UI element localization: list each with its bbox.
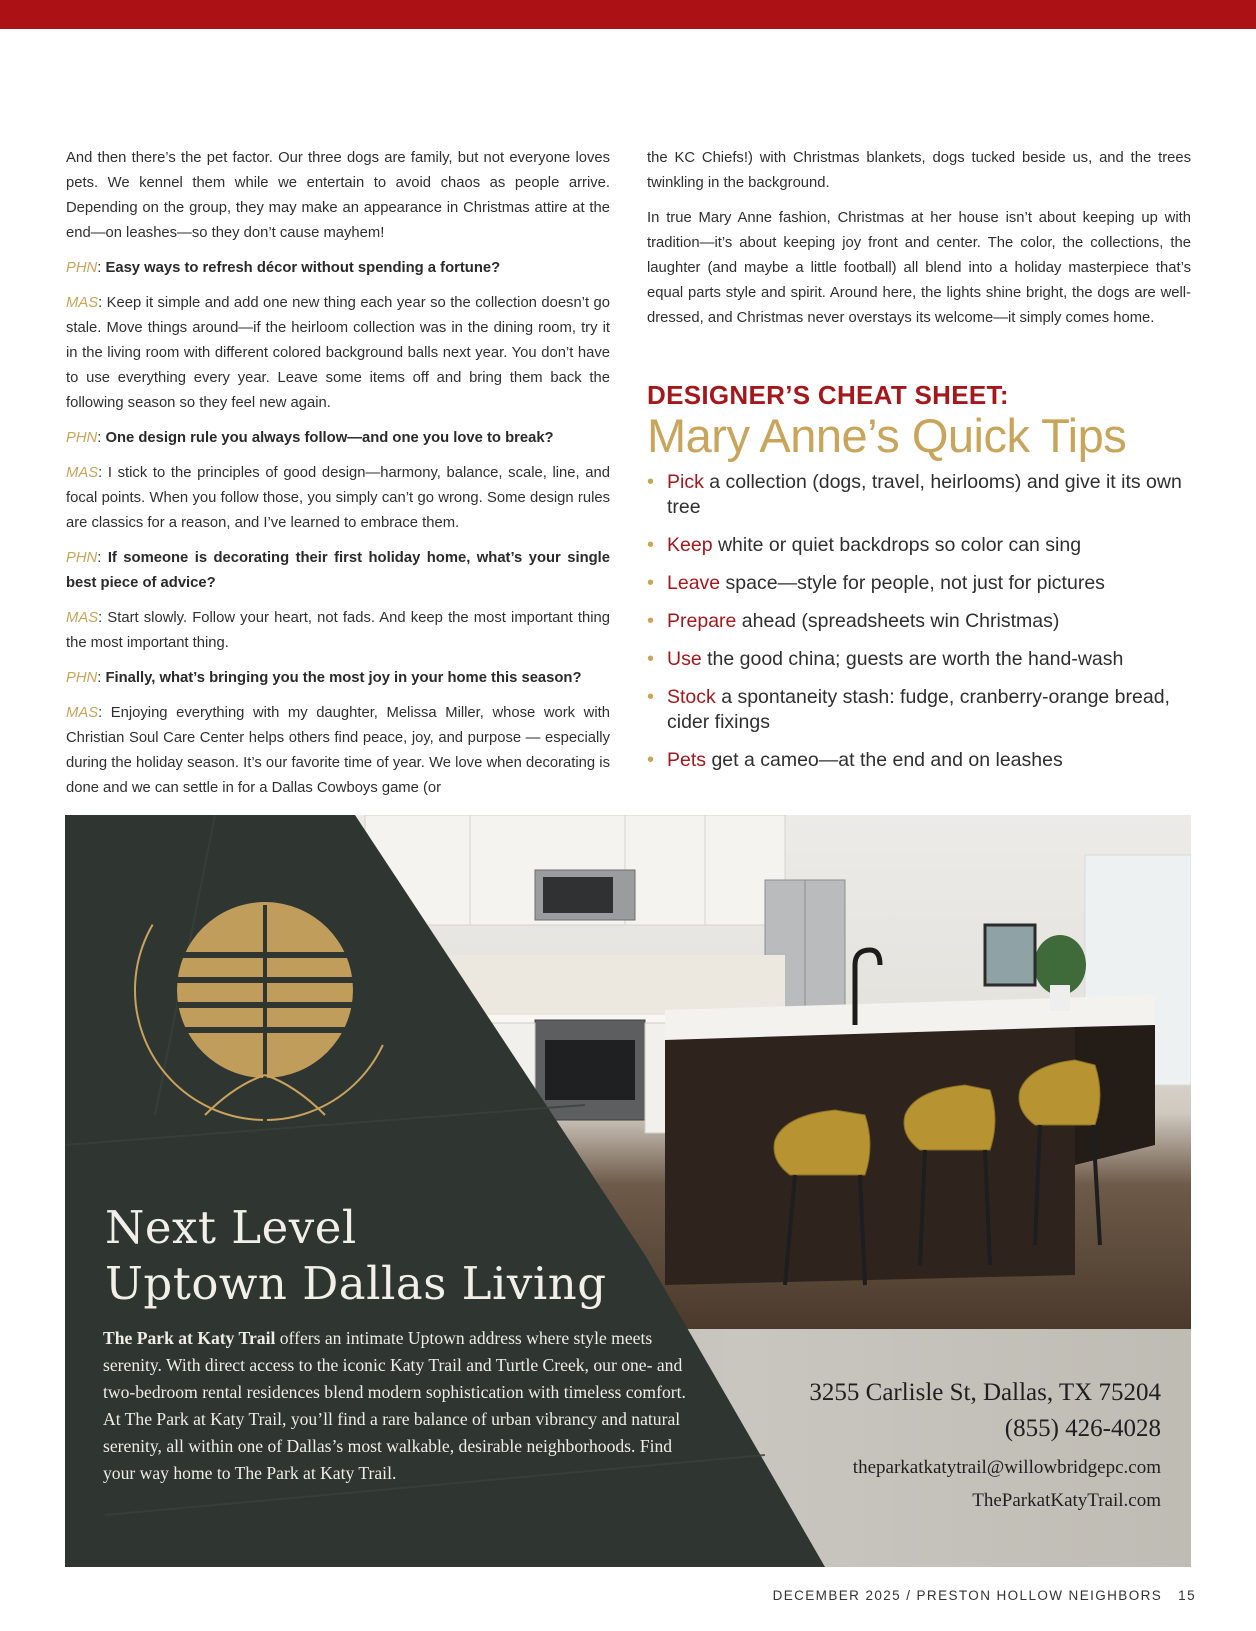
advertisement xyxy=(65,815,1191,1567)
tip-item xyxy=(647,685,1207,735)
bullet-icon: • xyxy=(647,648,655,670)
question-text: Easy ways to refresh décor without spending a fortune? xyxy=(105,260,501,276)
bullet-icon: • xyxy=(647,610,655,632)
tips-list xyxy=(647,470,1207,786)
question-lead: PHN xyxy=(66,430,98,446)
answer-lead: MAS xyxy=(66,295,99,311)
article-left-column xyxy=(66,146,610,811)
tip-keyword: Pick xyxy=(667,471,704,493)
interview-question: PHN: One design rule you always follow—and one you love to break? xyxy=(66,430,554,446)
tip-text: ahead (spreadsheets win Christmas) xyxy=(736,610,1060,632)
question-lead: PHN xyxy=(66,260,98,276)
ad-email[interactable]: theparkatkatytrail@willowbridgepc.com xyxy=(852,1457,1161,1478)
interview-question: PHN: Finally, what’s bringing you the most joy in your home this season? xyxy=(66,670,582,686)
ad-headline-line-1: Next Level xyxy=(105,1201,357,1254)
interview-question: PHN: Easy ways to refresh décor without spending a fortune? xyxy=(66,260,501,276)
bullet-icon: • xyxy=(647,471,655,493)
interview-answer: MAS: I stick to the principles of good design—harmony, balance, scale, line, and focal points. When you follow those, you simply can’t go wrong. Some design rules are classics for a reason, and I’ve learned to embrace them. xyxy=(66,465,610,531)
interview-answer: MAS: Enjoying everything with my daughter, Melissa Miller, whose work with Christian Soul Care Center helps others find peace, joy, and purpose — especially during the holiday season. It’s our favorite time of year. We love when decorating is done and we can settle in for a Dallas Cowboys game (or xyxy=(66,705,610,796)
question-text: Finally, what’s bringing you the most joy in your home this season? xyxy=(105,670,582,686)
ad-phone: (855) 426-4028 xyxy=(1004,1415,1161,1442)
ad-description xyxy=(103,1325,693,1487)
ad-brand-name: The Park at Katy Trail xyxy=(103,1328,276,1348)
tip-keyword: Leave xyxy=(667,572,721,594)
tip-item xyxy=(647,533,1207,558)
tip-item xyxy=(647,470,1207,520)
tip-item xyxy=(647,609,1207,634)
tip-item xyxy=(647,748,1207,773)
article-paragraph: the KC Chiefs!) with Christmas blankets, dogs tucked beside us, and the trees twinkling in the background. xyxy=(647,150,1191,191)
ad-contact xyxy=(809,1375,1161,1517)
answer-lead: MAS xyxy=(66,610,99,626)
tip-item xyxy=(647,647,1207,672)
answer-lead: MAS xyxy=(66,465,99,481)
page-number: 15 xyxy=(1178,1588,1196,1603)
bullet-icon: • xyxy=(647,749,655,771)
tip-keyword: Keep xyxy=(667,534,713,556)
answer-text: Start slowly. Follow your heart, not fads. And keep the most important thing the most important thing. xyxy=(66,610,610,651)
article-paragraph: And then there’s the pet factor. Our three dogs are family, but not everyone loves pets. We kennel them while we entertain to avoid chaos as people arrive. Depending on the group, they may make an appearance in Christmas attire at the end—on leashes—so they don’t cause mayhem! xyxy=(66,150,610,241)
ad-website[interactable]: TheParkatKatyTrail.com xyxy=(972,1490,1161,1511)
tip-text: space—style for people, not just for pictures xyxy=(720,572,1105,594)
tip-text: the good china; guests are worth the hand-wash xyxy=(701,648,1124,670)
ad-headline xyxy=(105,1200,665,1312)
question-text: One design rule you always follow—and one you love to break? xyxy=(105,430,554,446)
bullet-icon: • xyxy=(647,686,655,708)
article-right-column xyxy=(647,146,1191,341)
question-text: If someone is decorating their first holiday home, what’s your single best piece of advice? xyxy=(66,550,610,591)
tip-keyword: Stock xyxy=(667,686,716,708)
tip-keyword: Prepare xyxy=(667,610,737,632)
bullet-icon: • xyxy=(647,572,655,594)
cheat-sheet-kicker: DESIGNER’S CHEAT SHEET: xyxy=(647,380,1009,410)
ad-address: 3255 Carlisle St, Dallas, TX 75204 xyxy=(809,1379,1161,1406)
answer-text: I stick to the principles of good design—harmony, balance, scale, line, and focal points. When you follow those, you simply can’t go wrong. Some design rules are classics for a reason, and I’ve learned to embrace them. xyxy=(66,465,610,531)
interview-question: PHN: If someone is decorating their first holiday home, what’s your single best piece of advice? xyxy=(66,550,610,591)
tip-text: a collection (dogs, travel, heirlooms) and give it its own tree xyxy=(667,471,1182,518)
interview-answer: MAS: Keep it simple and add one new thing each year so the collection doesn’t go stale. Move things around—if the heirloom collection was in the dining room, try it in the living room with different colored background balls next year. You don’t have to use everything every year. Leave some items off and bring them back the following season so they feel new again. xyxy=(66,295,610,411)
ad-body-text: offers an intimate Uptown address where style meets serenity. With direct access to the iconic Katy Trail and Turtle Creek, our one- and two-bedroom rental residences blend modern sophistication with timeless comfort. At The Park at Katy Trail, you’ll find a rare balance of urban vibrancy and natural serenity, all within one of Dallas’s most walkable, desirable neighborhoods. Find your way home to The Park at Katy Trail. xyxy=(103,1328,686,1483)
tip-keyword: Use xyxy=(667,648,702,670)
tip-text: white or quiet backdrops so color can sing xyxy=(712,534,1082,556)
answer-text: Keep it simple and add one new thing each year so the collection doesn’t go stale. Move things around—if the heirloom collection was in the dining room, try it in the living room with different colored background balls next year. You don’t have to use everything every year. Leave some items off and bring them back the following season so they feel new again. xyxy=(66,295,610,411)
tip-item xyxy=(647,571,1207,596)
question-lead: PHN xyxy=(66,670,98,686)
cheat-sheet-title: Mary Anne’s Quick Tips xyxy=(647,409,1127,462)
article-paragraph: In true Mary Anne fashion, Christmas at her house isn’t about keeping up with tradition—it’s about keeping joy front and center. The color, the collections, the laughter (and maybe a little football) all blend into a holiday masterpiece that’s equal parts style and spirit. Around here, the lights shine bright, the dogs are well-dressed, and Christmas never overstays its welcome—it simply comes home. xyxy=(647,210,1191,326)
ad-headline-line-2: Uptown Dallas Living xyxy=(105,1257,607,1310)
tip-text: a spontaneity stash: fudge, cranberry-orange bread, cider fixings xyxy=(667,686,1170,733)
page-footer xyxy=(773,1588,1196,1603)
tip-text: get a cameo—at the end and on leashes xyxy=(706,749,1063,771)
question-lead: PHN xyxy=(66,550,98,566)
footer-issue: DECEMBER 2025 / PRESTON HOLLOW NEIGHBORS xyxy=(772,1588,1163,1603)
bullet-icon: • xyxy=(647,534,655,556)
tip-keyword: Pets xyxy=(667,749,707,771)
answer-lead: MAS xyxy=(66,705,99,721)
top-brand-bar xyxy=(0,0,1256,29)
interview-answer: MAS: Start slowly. Follow your heart, not fads. And keep the most important thing the most important thing. xyxy=(66,610,610,651)
answer-text: Enjoying everything with my daughter, Melissa Miller, whose work with Christian Soul Care Center helps others find peace, joy, and purpose — especially during the holiday season. It’s our favorite time of year. We love when decorating is done and we can settle in for a Dallas Cowboys game (or xyxy=(66,705,610,796)
